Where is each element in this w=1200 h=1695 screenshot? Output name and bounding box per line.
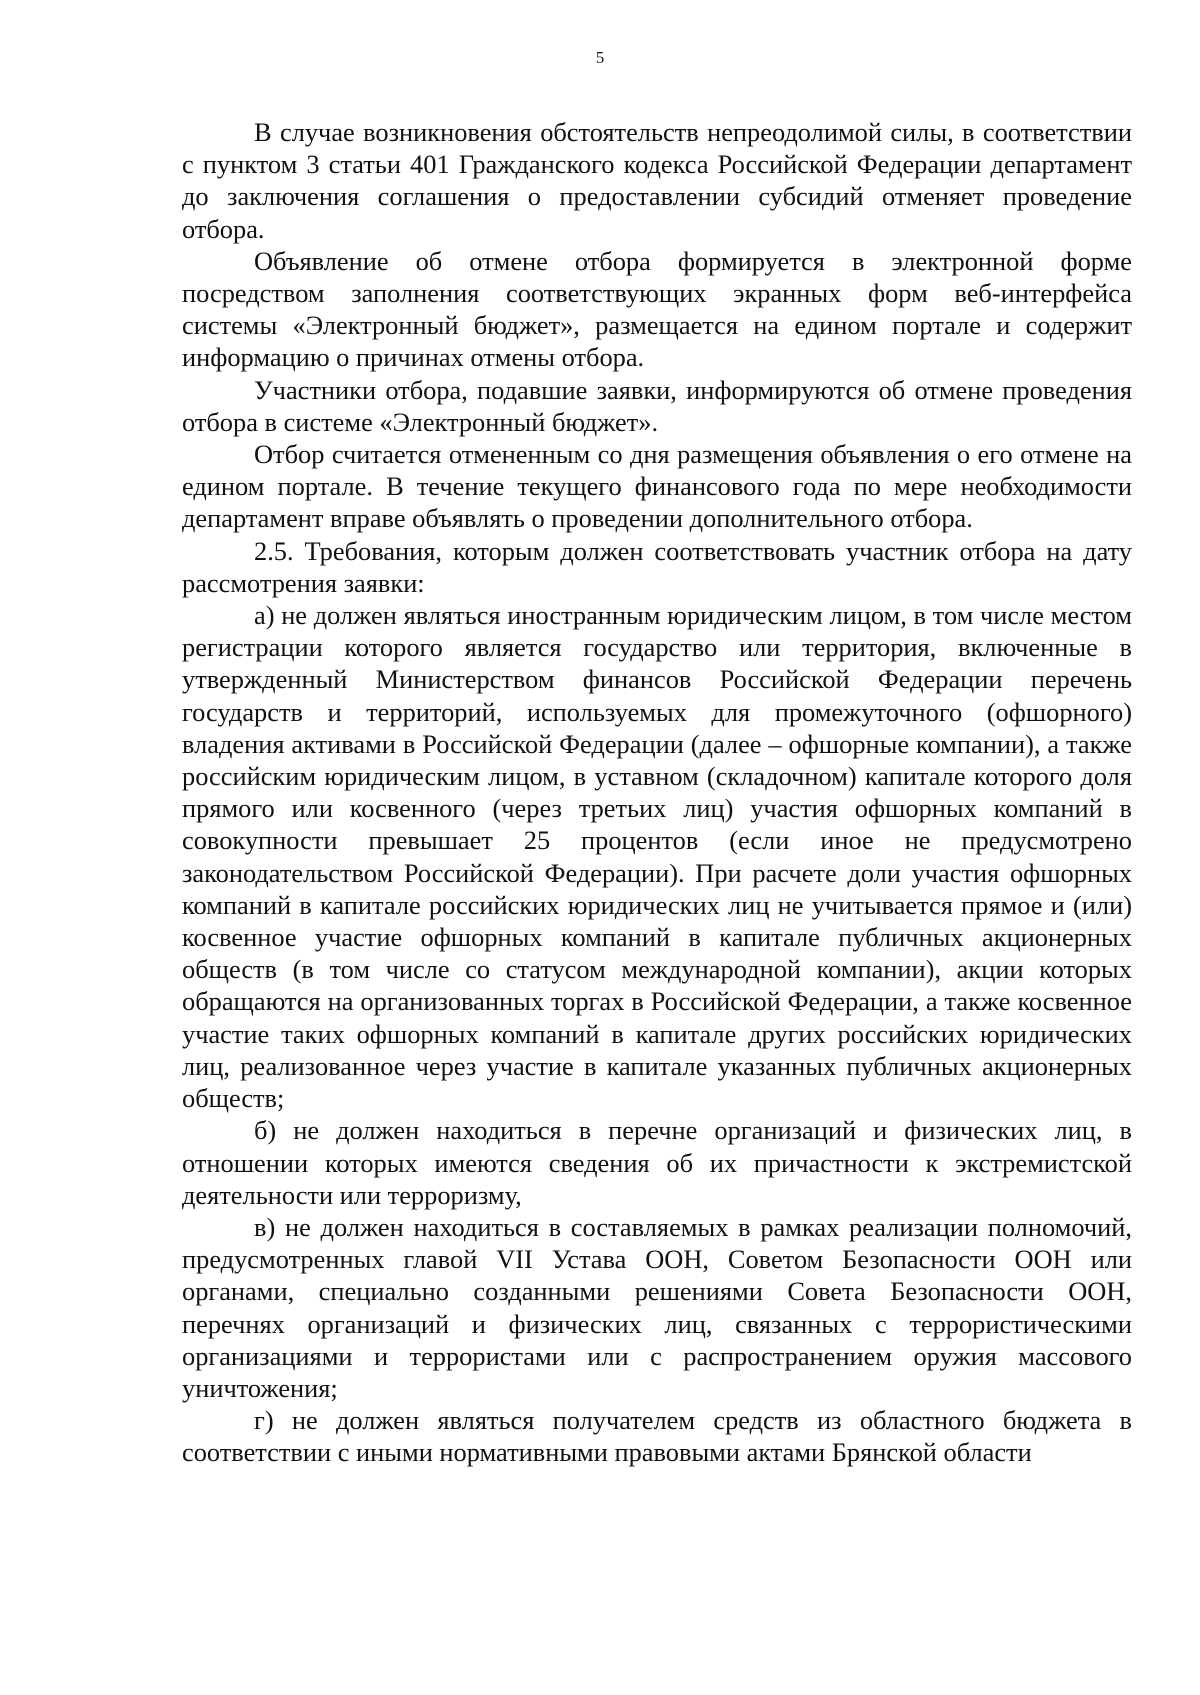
- paragraph-participants-informed: Участники отбора, подавшие заявки, информируются об отмене проведения отбора в системе «Электронный бюджет».: [182, 374, 1132, 437]
- paragraph-requirements-2-5: 2.5. Требования, которым должен соответствовать участник отбора на дату рассмотрения заявки:: [182, 535, 1132, 598]
- paragraph-requirement-v: в) не должен находиться в составляемых в рамках реализации полномочий, предусмотренных главой VII Устава ООН, Советом Безопасности ООН или органами, специально созданными решениями Совета Безопасности ООН, перечнях организаций и физических лиц, связанных с террористическими организациями и террористами или с распространением оружия массового уничтожения;: [182, 1211, 1132, 1403]
- page-number: 5: [595, 48, 605, 67]
- paragraph-requirement-a: а) не должен являться иностранным юридическим лицом, в том числе местом регистрации которого является государство или территория, включенные в утвержденный Министерством финансов Российской Федерации перечень государств и территорий, используемых для промежуточного (офшорного) владения активами в Российской Федерации (далее – офшорные компании), а также российским юридическим лицом, в уставном (складочном) капитале которого доля прямого или косвенного (через третьих лиц) участия офшорных компаний в совокупности превышает 25 процентов (если иное не предусмотрено законодательством Российской Федерации). При расчете доли участия офшорных компаний в капитале российских юридических лиц не учитывается прямое и (или) косвенное участие офшорных компаний в капитале публичных акционерных обществ (в том числе со статусом международной компании), акции которых обращаются на организованных торгах в Российской Федерации, а также косвенное участие таких офшорных компаний в капитале других российских юридических лиц, реализованное через участие в капитале указанных публичных акционерных обществ;: [182, 600, 1132, 1114]
- paragraph-requirement-g: г) не должен являться получателем средств из областного бюджета в соответствии с иными нормативными правовыми актами Брянской области: [182, 1405, 1132, 1468]
- paragraph-requirement-b: б) не должен находиться в перечне организаций и физических лиц, в отношении которых имеются сведения об их причастности к экстремистской деятельности или терроризму,: [182, 1115, 1132, 1210]
- paragraph-force-majeure: В случае возникновения обстоятельств непреодолимой силы, в соответствии с пунктом 3 статьи 401 Гражданского кодекса Российской Федерации департамент до заключения соглашения о предоставлении субсидий отменяет проведение отбора.: [182, 117, 1132, 244]
- paragraph-cancellation-announcement: Объявление об отмене отбора формируется в электронной форме посредством заполнения соответствующих экранных форм веб-интерфейса системы «Электронный бюджет», размещается на едином портале и содержит информацию о причинах отмены отбора.: [182, 245, 1132, 373]
- document-body: [182, 116, 1132, 1469]
- paragraph-selection-cancelled: Отбор считается отмененным со дня размещения объявления о его отмене на едином портале. В течение текущего финансового года по мере необходимости департамент вправе объявлять о проведении дополнительного отбора.: [182, 439, 1132, 534]
